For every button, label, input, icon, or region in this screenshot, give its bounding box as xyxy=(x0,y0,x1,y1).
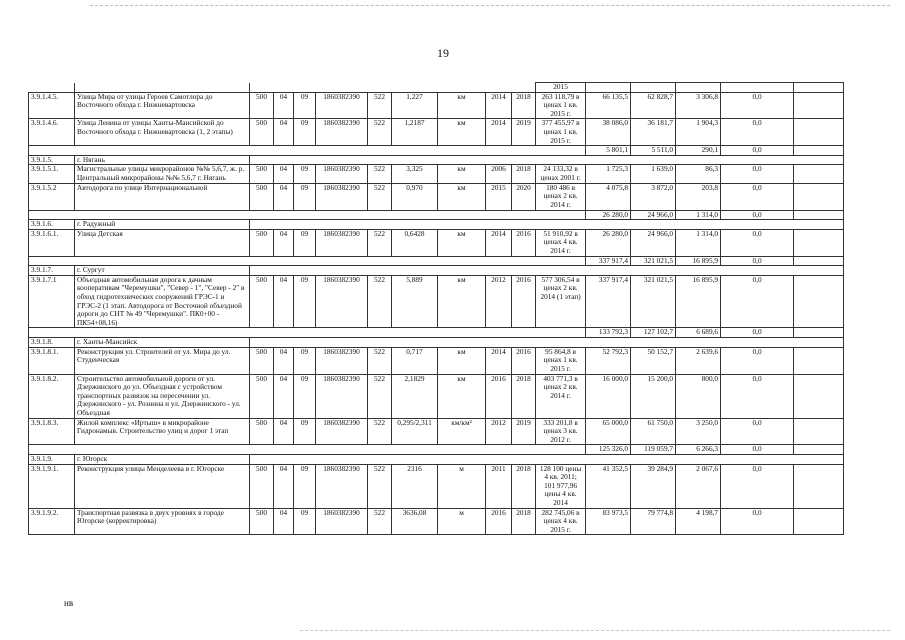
row-budget-code: 500 xyxy=(250,92,274,119)
row-local-budget: 1 904,3 xyxy=(676,119,721,146)
row-start-year: 2006 xyxy=(486,165,512,183)
row-unit: км xyxy=(438,183,486,210)
row-total: 1 725,3 xyxy=(586,165,631,183)
row-empty xyxy=(794,464,844,508)
city-header-row xyxy=(29,220,844,230)
row-budget-code: 500 xyxy=(250,275,274,328)
row-end-year: 2019 xyxy=(512,418,536,445)
row-estimated-cost: 263 118,79 в ценах 1 кв. 2015 г. xyxy=(536,92,586,119)
row-name: Улица Детская xyxy=(75,229,250,256)
row-budget-code: 1860382390 xyxy=(316,508,368,535)
row-budget-code: 04 xyxy=(274,183,294,210)
row-start-year: 2012 xyxy=(486,275,512,328)
row-regional-budget: 24 966,0 xyxy=(631,229,676,256)
row-other-sources: 0,0 xyxy=(721,275,794,328)
row-end-year: 2016 xyxy=(512,275,536,328)
city-code: 3.9.1.7. xyxy=(29,266,75,276)
row-total: 337 917,4 xyxy=(586,275,631,328)
row-total: 66 135,5 xyxy=(586,92,631,119)
row-budget-code: 522 xyxy=(368,508,392,535)
row-regional-budget: 61 750,0 xyxy=(631,418,676,445)
row-end-year: 2020 xyxy=(512,183,536,210)
row-local-budget: 203,8 xyxy=(676,183,721,210)
row-name: Улица Мира от улицы Героев Самотлора до Восточного обхода г. Нижневартовска xyxy=(75,92,250,119)
row-capacity: 0,6428 xyxy=(392,229,438,256)
city-header-row xyxy=(29,155,844,165)
table-row xyxy=(29,165,844,183)
row-unit: км xyxy=(438,275,486,328)
subtotal-spacer xyxy=(29,146,586,156)
row-regional-budget: 39 284,9 xyxy=(631,464,676,508)
city-name: г. Югорск xyxy=(75,454,250,464)
row-estimated-cost: 403 771,3 в ценах 2 кв. 2014 г. xyxy=(536,374,586,418)
row-budget-code: 500 xyxy=(250,183,274,210)
row-total: 38 086,0 xyxy=(586,119,631,146)
city-spacer xyxy=(250,155,844,165)
row-estimated-cost: 51 910,92 в ценах 4 кв. 2014 г. xyxy=(536,229,586,256)
scan-edge-top xyxy=(90,5,890,6)
row-code: 3.9.1.5.1. xyxy=(29,165,75,183)
table-row xyxy=(29,418,844,445)
table-row xyxy=(29,92,844,119)
subtotal-row xyxy=(29,256,844,266)
row-empty xyxy=(794,256,844,266)
row-budget-code: 500 xyxy=(250,347,274,374)
row-unit: м xyxy=(438,464,486,508)
table-row xyxy=(29,119,844,146)
row-end-year: 2018 xyxy=(512,165,536,183)
row-budget-code: 500 xyxy=(250,165,274,183)
row-estimated-cost: 377 455,97 в ценах 1 кв. 2015 г. xyxy=(536,119,586,146)
row-budget-code: 1860382390 xyxy=(316,418,368,445)
row-end-year: 2016 xyxy=(512,347,536,374)
table-body xyxy=(29,83,844,535)
subtotal-spacer xyxy=(29,445,586,455)
row-empty xyxy=(794,119,844,146)
row-budget-code: 04 xyxy=(274,418,294,445)
row-budget-code: 522 xyxy=(368,229,392,256)
row-budget-code: 1860382390 xyxy=(316,347,368,374)
row-regional-budget: 15 200,0 xyxy=(631,374,676,418)
subtotal-regional-budget: 5 511,0 xyxy=(631,146,676,156)
subtotal-other-sources: 0,0 xyxy=(721,256,794,266)
city-code: 3.9.1.5. xyxy=(29,155,75,165)
row-budget-code: 1860382390 xyxy=(316,92,368,119)
row-budget-code: 1860382390 xyxy=(316,464,368,508)
row-budget-code: 04 xyxy=(274,92,294,119)
row-code: 3.9.1.8.3. xyxy=(29,418,75,445)
subtotal-local-budget: 6 266,3 xyxy=(676,445,721,455)
city-header-row xyxy=(29,454,844,464)
city-spacer xyxy=(250,454,844,464)
row-code: 3.9.1.6.1. xyxy=(29,229,75,256)
row-budget-code: 500 xyxy=(250,374,274,418)
row-budget-code: 09 xyxy=(294,119,316,146)
subtotal-regional-budget: 127 102,7 xyxy=(631,328,676,338)
row-unit: км/км² xyxy=(438,418,486,445)
row-budget-code: 04 xyxy=(274,275,294,328)
row-budget-code: 1860382390 xyxy=(316,183,368,210)
row-budget-code: 500 xyxy=(250,418,274,445)
row-local-budget: 3 306,8 xyxy=(676,92,721,119)
row-code: 3.9.1.8.2. xyxy=(29,374,75,418)
row-unit: км xyxy=(438,374,486,418)
city-name: г. Нягань xyxy=(75,155,250,165)
row-budget-code: 09 xyxy=(294,418,316,445)
city-header-row xyxy=(29,338,844,348)
row-code: 3.9.1.4.5. xyxy=(29,92,75,119)
row-budget-code: 522 xyxy=(368,183,392,210)
row-regional-budget: 321 021,5 xyxy=(631,275,676,328)
row-local-budget: 2 639,6 xyxy=(676,347,721,374)
row-budget-code: 09 xyxy=(294,347,316,374)
row-budget-code: 09 xyxy=(294,275,316,328)
row-budget-code: 04 xyxy=(274,165,294,183)
row-name: Магистральные улицы микрорайонов №№ 5,6,7, ж. р. Центральный микрорайоны №№ 5,6,7 г. Нягань xyxy=(75,165,250,183)
footer-mark: нв xyxy=(64,598,74,608)
row-end-year: 2018 xyxy=(512,374,536,418)
row-local-budget: 4 198,7 xyxy=(676,508,721,535)
row-other-sources: 0,0 xyxy=(721,464,794,508)
row-capacity: 1,227 xyxy=(392,92,438,119)
row-budget-code: 09 xyxy=(294,464,316,508)
row-empty xyxy=(794,183,844,210)
row-unit: км xyxy=(438,92,486,119)
row-budget-code: 522 xyxy=(368,374,392,418)
row-start-year: 2014 xyxy=(486,229,512,256)
subtotal-other-sources: 0,0 xyxy=(721,445,794,455)
row-total: 41 352,5 xyxy=(586,464,631,508)
row-end-year: 2018 xyxy=(512,464,536,508)
row-estimated-cost: 24 133,32 в ценах 2001 г. xyxy=(536,165,586,183)
row-budget-code: 09 xyxy=(294,165,316,183)
header-fragment-row xyxy=(29,83,844,93)
row-local-budget: 3 250,0 xyxy=(676,418,721,445)
city-spacer xyxy=(250,266,844,276)
row-total: 52 792,3 xyxy=(586,347,631,374)
row-empty xyxy=(794,165,844,183)
row-name: Реконструкция улицы Менделеева в г. Югорске xyxy=(75,464,250,508)
row-name: Строительство автомобильной дороги от ул. Дзержинского до ул. Объездная с устройством транспортных развязок на пересечении ул. Дзержинского - ул. Рознина и ул. Дзержинского - ул. Объездная xyxy=(75,374,250,418)
subtotal-total: 125 326,0 xyxy=(586,445,631,455)
row-local-budget: 2 067,6 xyxy=(676,464,721,508)
city-code: 3.9.1.9. xyxy=(29,454,75,464)
row-other-sources: 0,0 xyxy=(721,418,794,445)
row-estimated-cost: 577 306,54 в ценах 2 кв. 2014 (1 этап) xyxy=(536,275,586,328)
row-unit: м xyxy=(438,508,486,535)
row-start-year: 2015 xyxy=(486,183,512,210)
subtotal-total: 5 801,1 xyxy=(586,146,631,156)
row-capacity: 1,2187 xyxy=(392,119,438,146)
row-code: 3.9.1.9.1. xyxy=(29,464,75,508)
row-local-budget: 86,3 xyxy=(676,165,721,183)
row-empty xyxy=(794,347,844,374)
row-other-sources: 0,0 xyxy=(721,92,794,119)
row-budget-code: 04 xyxy=(274,347,294,374)
row-unit: км xyxy=(438,165,486,183)
row-budget-code: 522 xyxy=(368,92,392,119)
row-budget-code: 522 xyxy=(368,165,392,183)
row-local-budget: 16 895,9 xyxy=(676,275,721,328)
row-budget-code: 09 xyxy=(294,183,316,210)
row-start-year: 2011 xyxy=(486,464,512,508)
row-code: 3.9.1.4.6. xyxy=(29,119,75,146)
row-total: 83 973,5 xyxy=(586,508,631,535)
subtotal-local-budget: 1 314,0 xyxy=(676,210,721,220)
row-estimated-cost: 333 201,8 в ценах 3 кв. 2012 г. xyxy=(536,418,586,445)
row-empty xyxy=(794,418,844,445)
row-start-year: 2014 xyxy=(486,347,512,374)
row-name: Объездная автомобильная дорога к дачным кооперативам "Черемушки", "Север - 1", "Север - 2" в обход гидротехнических сооружений ГРЭС-1 и ГРЭС-2 (1 этап. Автодорога от Восточной объездной дороги до СНТ № 49 "Черемушки". ПК0+00 - ПК54+08,16) xyxy=(75,275,250,328)
subtotal-other-sources: 0,0 xyxy=(721,328,794,338)
row-empty xyxy=(794,92,844,119)
row-total: 16 000,0 xyxy=(586,374,631,418)
row-other-sources: 0,0 xyxy=(721,508,794,535)
table-row xyxy=(29,508,844,535)
row-budget-code: 1860382390 xyxy=(316,229,368,256)
row-other-sources: 0,0 xyxy=(721,165,794,183)
row-empty xyxy=(794,210,844,220)
row-empty xyxy=(794,445,844,455)
row-regional-budget: 50 152,7 xyxy=(631,347,676,374)
city-header-row xyxy=(29,266,844,276)
row-regional-budget: 1 639,0 xyxy=(631,165,676,183)
row-empty xyxy=(794,328,844,338)
row-end-year: 2018 xyxy=(512,508,536,535)
row-start-year: 2014 xyxy=(486,92,512,119)
row-unit: км xyxy=(438,119,486,146)
subtotal-total: 26 280,0 xyxy=(586,210,631,220)
subtotal-local-budget: 6 689,6 xyxy=(676,328,721,338)
row-capacity: 0,717 xyxy=(392,347,438,374)
city-code: 3.9.1.6. xyxy=(29,220,75,230)
budget-table xyxy=(28,82,844,535)
header-year: 2015 xyxy=(536,83,586,93)
row-other-sources: 0,0 xyxy=(721,347,794,374)
subtotal-local-budget: 16 895,9 xyxy=(676,256,721,266)
row-budget-code: 09 xyxy=(294,229,316,256)
row-name: Улица Ленина от улицы Ханты-Мансийской до Восточного обхода г. Нижневартовска (1, 2 этапы) xyxy=(75,119,250,146)
row-empty xyxy=(794,146,844,156)
row-budget-code: 1860382390 xyxy=(316,275,368,328)
subtotal-regional-budget: 321 021,5 xyxy=(631,256,676,266)
subtotal-other-sources: 0,0 xyxy=(721,146,794,156)
row-regional-budget: 79 774,8 xyxy=(631,508,676,535)
row-start-year: 2016 xyxy=(486,374,512,418)
row-empty xyxy=(794,275,844,328)
subtotal-other-sources: 0,0 xyxy=(721,210,794,220)
city-name: г. Радужный xyxy=(75,220,250,230)
row-unit: км xyxy=(438,229,486,256)
table-row xyxy=(29,183,844,210)
row-budget-code: 09 xyxy=(294,508,316,535)
subtotal-total: 337 917,4 xyxy=(586,256,631,266)
subtotal-row xyxy=(29,210,844,220)
row-unit: км xyxy=(438,347,486,374)
row-code: 3.9.1.7.1 xyxy=(29,275,75,328)
row-budget-code: 1860382390 xyxy=(316,119,368,146)
row-regional-budget: 3 872,0 xyxy=(631,183,676,210)
row-budget-code: 04 xyxy=(274,229,294,256)
row-code: 3.9.1.9.2. xyxy=(29,508,75,535)
row-budget-code: 1860382390 xyxy=(316,165,368,183)
row-budget-code: 04 xyxy=(274,464,294,508)
row-name: Транспортная развязка в двух уровнях в городе Югорске (корректировка) xyxy=(75,508,250,535)
scan-edge-bottom xyxy=(300,630,890,631)
row-local-budget: 800,0 xyxy=(676,374,721,418)
row-budget-code: 500 xyxy=(250,229,274,256)
row-name: Реконструкция ул. Строителей от ул. Мира до ул. Студенческая xyxy=(75,347,250,374)
row-estimated-cost: 282 745,06 в ценах 4 кв. 2015 г. xyxy=(536,508,586,535)
city-spacer xyxy=(250,338,844,348)
row-name: Жилой комплекс «Иртыш» в микрорайоне Гидронамыв. Строительство улиц и дорог 1 этап xyxy=(75,418,250,445)
subtotal-spacer xyxy=(29,256,586,266)
row-estimated-cost: 128 100 цены 4 кв. 2011; 101 977,96 цены 4 кв. 2014 xyxy=(536,464,586,508)
row-empty xyxy=(794,374,844,418)
row-code: 3.9.1.5.2 xyxy=(29,183,75,210)
row-estimated-cost: 95 864,8 в ценах 1 кв. 2015 г. xyxy=(536,347,586,374)
row-end-year: 2018 xyxy=(512,92,536,119)
row-local-budget: 1 314,0 xyxy=(676,229,721,256)
subtotal-spacer xyxy=(29,210,586,220)
row-budget-code: 1860382390 xyxy=(316,374,368,418)
row-code: 3.9.1.8.1. xyxy=(29,347,75,374)
page-number: 19 xyxy=(437,46,449,60)
row-capacity: 0,295/2,311 xyxy=(392,418,438,445)
row-other-sources: 0,0 xyxy=(721,183,794,210)
row-budget-code: 500 xyxy=(250,508,274,535)
row-regional-budget: 36 181,7 xyxy=(631,119,676,146)
row-budget-code: 522 xyxy=(368,275,392,328)
row-budget-code: 522 xyxy=(368,119,392,146)
row-other-sources: 0,0 xyxy=(721,374,794,418)
table-row xyxy=(29,275,844,328)
row-empty xyxy=(794,229,844,256)
row-other-sources: 0,0 xyxy=(721,229,794,256)
table-row xyxy=(29,464,844,508)
row-start-year: 2016 xyxy=(486,508,512,535)
row-capacity: 5,889 xyxy=(392,275,438,328)
subtotal-total: 133 792,3 xyxy=(586,328,631,338)
table-row xyxy=(29,229,844,256)
row-total: 26 280,0 xyxy=(586,229,631,256)
row-total: 4 075,8 xyxy=(586,183,631,210)
table-row xyxy=(29,374,844,418)
city-spacer xyxy=(250,220,844,230)
city-code: 3.9.1.8. xyxy=(29,338,75,348)
row-end-year: 2016 xyxy=(512,229,536,256)
row-start-year: 2014 xyxy=(486,119,512,146)
row-budget-code: 522 xyxy=(368,418,392,445)
row-budget-code: 522 xyxy=(368,347,392,374)
city-name: г. Сургут xyxy=(75,266,250,276)
row-total: 65 000,0 xyxy=(586,418,631,445)
row-budget-code: 04 xyxy=(274,119,294,146)
row-budget-code: 500 xyxy=(250,464,274,508)
row-capacity: 3,325 xyxy=(392,165,438,183)
row-budget-code: 04 xyxy=(274,374,294,418)
row-name: Автодорога по улице Интернациональной xyxy=(75,183,250,210)
row-other-sources: 0,0 xyxy=(721,119,794,146)
city-name: г. Ханты-Мансийск xyxy=(75,338,250,348)
row-start-year: 2012 xyxy=(486,418,512,445)
row-empty xyxy=(794,508,844,535)
row-budget-code: 500 xyxy=(250,119,274,146)
row-capacity: 0,970 xyxy=(392,183,438,210)
row-capacity: 2316 xyxy=(392,464,438,508)
subtotal-regional-budget: 24 966,0 xyxy=(631,210,676,220)
subtotal-row xyxy=(29,445,844,455)
row-estimated-cost: 180 486 в ценах 2 кв. 2014 г. xyxy=(536,183,586,210)
subtotal-spacer xyxy=(29,328,586,338)
subtotal-regional-budget: 119 059,7 xyxy=(631,445,676,455)
row-budget-code: 522 xyxy=(368,464,392,508)
row-capacity: 2,1829 xyxy=(392,374,438,418)
table-row xyxy=(29,347,844,374)
subtotal-row xyxy=(29,146,844,156)
row-end-year: 2019 xyxy=(512,119,536,146)
row-budget-code: 09 xyxy=(294,92,316,119)
row-regional-budget: 62 828,7 xyxy=(631,92,676,119)
row-budget-code: 09 xyxy=(294,374,316,418)
subtotal-local-budget: 290,1 xyxy=(676,146,721,156)
subtotal-row xyxy=(29,328,844,338)
row-capacity: 3636,08 xyxy=(392,508,438,535)
row-budget-code: 04 xyxy=(274,508,294,535)
